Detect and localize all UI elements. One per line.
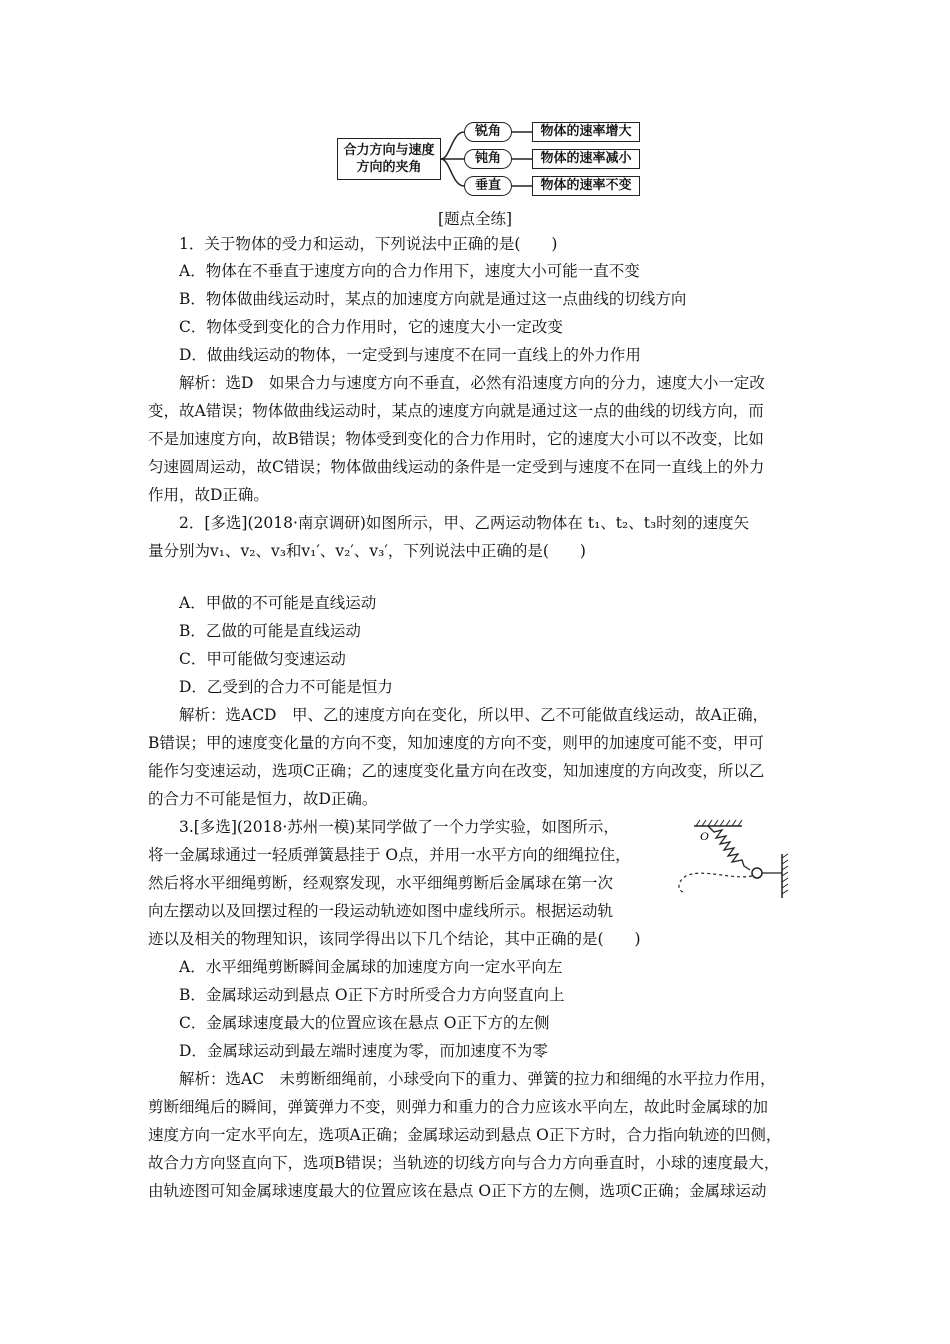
text-line: 3.[多选](2018·苏州一模)某同学做了一个力学实验，如图所示，: [148, 818, 619, 836]
result-speed-decrease: 物体的速率减小: [532, 149, 640, 169]
result-speed-increase: 物体的速率增大: [532, 122, 640, 142]
spring-pendulum-figure: [672, 818, 792, 900]
text-line: 1．关于物体的受力和运动，下列说法中正确的是( ): [148, 235, 558, 253]
text-line: 的合力不可能是恒力，故D正确。: [148, 790, 378, 808]
result-speed-constant: 物体的速率不变: [532, 176, 640, 196]
section-title: [题点全练]: [437, 210, 513, 228]
spring-pendulum-drawing: [672, 818, 792, 900]
text-line: 向左摆动以及回摆过程的一段运动轨迹如图中虚线所示。根据运动轨: [148, 902, 614, 920]
text-line: 作用，故D正确。: [148, 486, 269, 504]
text-line: 变，故A错误；物体做曲线运动时，某点的速度方向就是通过这一点的曲线的切线方向，而: [148, 402, 764, 420]
text-line: 不是加速度方向，故B错误；物体受到变化的合力作用时，它的速度大小可以不改变，比如: [148, 430, 764, 448]
text-line: A．水平细绳剪断瞬间金属球的加速度方向一定水平向左: [148, 958, 563, 976]
text-line: 匀速圆周运动，故C错误；物体做曲线运动的条件是一定受到与速度不在同一直线上的外力: [148, 458, 765, 476]
text-line: C．物体受到变化的合力作用时，它的速度大小一定改变: [148, 318, 563, 336]
text-line: 量分别为v₁、v₂、v₃和v₁′、v₂′、v₃′，下列说法中正确的是( ): [148, 542, 586, 560]
diagram-root-box: [337, 138, 441, 180]
text-line: B错误；甲的速度变化量的方向不变，知加速度的方向不变，则甲的加速度可能不变，甲可: [148, 734, 764, 752]
text-line: 由轨迹图可知金属球速度最大的位置应该在悬点 O正下方的左侧，选项C正确；金属球运动: [148, 1182, 767, 1200]
branch-perpendicular: 垂直: [464, 176, 512, 196]
figure-label-o: O: [700, 829, 709, 843]
text-line: 将一金属球通过一轻质弹簧悬挂于 O点，并用一水平方向的细绳拉住，: [148, 846, 631, 864]
text-line: 解析：选ACD 甲、乙的速度方向在变化，所以甲、乙不可能做直线运动，故A正确，: [148, 706, 769, 724]
text-line: A．物体在不垂直于速度方向的合力作用下，速度大小可能一直不变: [148, 262, 640, 280]
text-line: B．物体做曲线运动时，某点的加速度方向就是通过这一点曲线的切线方向: [148, 290, 687, 308]
angle-concept-diagram: [330, 118, 650, 200]
diagram-root-line-1: 合力方向与速度: [343, 143, 435, 158]
text-line: B．乙做的可能是直线运动: [148, 622, 361, 640]
text-line: 2．[多选](2018·南京调研)如图所示，甲、乙两运动物体在 t₁、t₂、t₃时刻的速度矢: [148, 514, 750, 532]
branch-acute: 锐角: [464, 122, 512, 142]
text-line: 迹以及相关的物理知识，该同学得出以下几个结论，其中正确的是( ): [148, 930, 641, 948]
text-line: 剪断细绳后的瞬间，弹簧弹力不变，则弹力和重力的合力应该水平向左，故此时金属球的加: [148, 1098, 769, 1116]
text-line: A．甲做的不可能是直线运动: [148, 594, 377, 612]
text-line: 故合力方向竖直向下，选项B错误；当轨迹的切线方向与合力方向垂直时，小球的速度最大，: [148, 1154, 780, 1172]
text-line: D．金属球运动到最左端时速度为零，而加速度不为零: [148, 1042, 548, 1060]
text-line: D．乙受到的合力不可能是恒力: [148, 678, 393, 696]
text-line: D．做曲线运动的物体，一定受到与速度不在同一直线上的外力作用: [148, 346, 641, 364]
text-line: 解析：选AC 未剪断细绳前，小球受向下的重力、弹簧的拉力和细绳的水平拉力作用，: [148, 1070, 776, 1088]
text-line: B．金属球运动到悬点 O正下方时所受合力方向竖直向上: [148, 986, 565, 1004]
text-line: C．甲可能做匀变速运动: [148, 650, 346, 668]
text-line: 能作匀变速运动，选项C正确；乙的速度变化量方向在改变，知加速度的方向改变，所以乙: [148, 762, 765, 780]
text-line: 解析：选D 如果合力与速度方向不垂直，必然有沿速度方向的分力，速度大小一定改: [148, 374, 765, 392]
text-line: 然后将水平细绳剪断，经观察发现，水平细绳剪断后金属球在第一次: [148, 874, 614, 892]
branch-obtuse: 钝角: [464, 149, 512, 169]
diagram-root-line-2: 方向的夹角: [356, 160, 422, 175]
text-line: C．金属球速度最大的位置应该在悬点 O正下方的左侧: [148, 1014, 550, 1032]
text-line: 速度方向一定水平向左，选项A正确；金属球运动到悬点 O正下方时，合力指向轨迹的凹侧，: [148, 1126, 782, 1144]
